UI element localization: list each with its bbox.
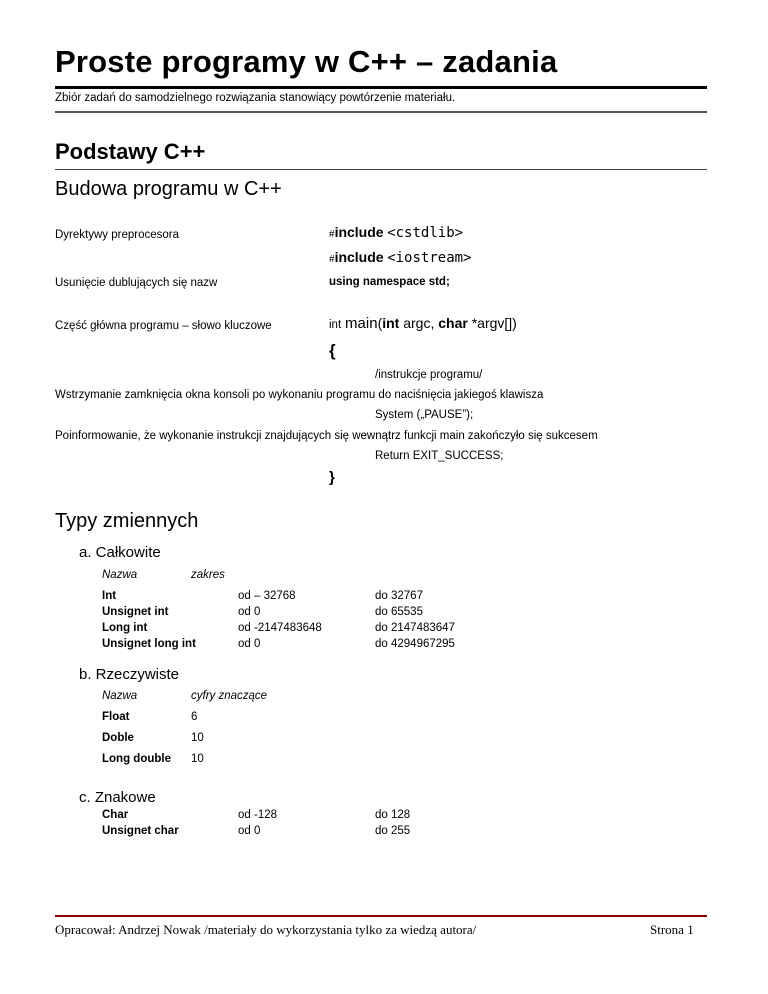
note-return: Poinformowanie, że wykonanie instrukcji znajdujących się wewnątrz funkcji main zakończyło się sukcesem <box>55 430 598 442</box>
include-argument: <iostream> <box>387 250 472 266</box>
brace-close: } <box>329 469 335 486</box>
page-title: Proste programy w C++ – zadania <box>55 44 558 79</box>
footer-author: Opracował: Andrzej Nowak /materiały do wykorzystania tylko za wiedzą autora/ <box>55 922 477 937</box>
char-range-from: od -128 <box>238 809 278 821</box>
footer-page-number: Strona 1 <box>650 922 694 937</box>
using-namespace: using namespace std; <box>329 276 450 288</box>
instructions-placeholder: /instrukcje programu/ <box>375 369 483 381</box>
real-type-digits: 6 <box>191 711 198 723</box>
hash-symbol: # <box>329 254 335 265</box>
main-open-paren: ( <box>377 315 383 331</box>
col-header-range: zakres <box>191 569 225 581</box>
main-return-type: int <box>329 319 342 331</box>
int-range-from: od -2147483648 <box>238 622 322 634</box>
brace-open: { <box>329 341 336 360</box>
char-range-from: od 0 <box>238 825 261 837</box>
subsection-heading-structure: Budowa programu w C++ <box>55 178 282 200</box>
return-statement: Return EXIT_SUCCESS; <box>375 450 504 462</box>
int-range-from: od 0 <box>238 638 261 650</box>
label-main: Część główna programu – słowo kluczowe <box>55 320 272 332</box>
int-range-from: od – 32768 <box>238 590 296 602</box>
page-subtitle: Zbiór zadań do samodzielnego rozwiązania stanowiący powtórzenie materiału. <box>55 92 456 104</box>
argc-type: int <box>382 315 400 331</box>
include-cstdlib <box>329 224 463 241</box>
section-heading: Podstawy C++ <box>55 139 206 164</box>
title-divider <box>55 86 707 89</box>
argv-type: char <box>438 315 468 331</box>
int-range-to: do 4294967295 <box>375 638 455 650</box>
heading-char-types: c. Znakowe <box>79 789 156 806</box>
subtitle-divider <box>55 111 707 113</box>
heading-integer-types: a. Całkowite <box>79 544 161 561</box>
real-type-digits: 10 <box>191 753 204 765</box>
col-header-digits: cyfry znaczące <box>191 690 268 702</box>
int-type-name: Long int <box>102 622 148 634</box>
footer-divider <box>55 915 707 917</box>
char-range-to: do 255 <box>375 825 411 837</box>
heading-real-types: b. Rzeczywiste <box>79 666 180 683</box>
include-keyword: include <box>334 249 384 265</box>
note-pause: Wstrzymanie zamknięcia okna konsoli po wykonaniu programu do naciśnięcia jakiegoś klawisza <box>55 389 544 401</box>
main-function-name: main <box>345 315 378 332</box>
include-iostream <box>329 249 472 266</box>
int-range-to: do 32767 <box>375 590 423 602</box>
int-type-name: Unsignet int <box>102 606 169 618</box>
argc-param: argc, <box>399 315 439 331</box>
col-header-name: Nazwa <box>102 569 138 581</box>
col-header-name: Nazwa <box>102 690 138 702</box>
char-range-to: do 128 <box>375 809 411 821</box>
section-divider <box>55 169 707 170</box>
int-type-name: Unsignet long int <box>102 638 196 650</box>
char-type-name: Unsignet char <box>102 825 179 837</box>
real-type-name: Doble <box>102 732 134 744</box>
real-type-name: Float <box>102 711 130 723</box>
real-type-name: Long double <box>102 753 171 765</box>
subsection-heading-types: Typy zmiennych <box>55 510 199 532</box>
system-pause: System („PAUSE”); <box>375 409 474 421</box>
int-type-name: Int <box>102 590 117 602</box>
include-keyword: include <box>334 224 384 240</box>
int-range-to: do 65535 <box>375 606 423 618</box>
int-range-to: do 2147483647 <box>375 622 455 634</box>
int-range-from: od 0 <box>238 606 261 618</box>
argv-param: *argv[]) <box>467 315 517 331</box>
label-preprocessor: Dyrektywy preprocesora <box>55 229 179 241</box>
hash-symbol: # <box>329 229 335 240</box>
char-type-name: Char <box>102 809 129 821</box>
label-namespace: Usunięcie dublujących się nazw <box>55 277 218 289</box>
include-argument: <cstdlib> <box>387 225 464 241</box>
real-type-digits: 10 <box>191 732 204 744</box>
main-signature <box>329 315 517 332</box>
